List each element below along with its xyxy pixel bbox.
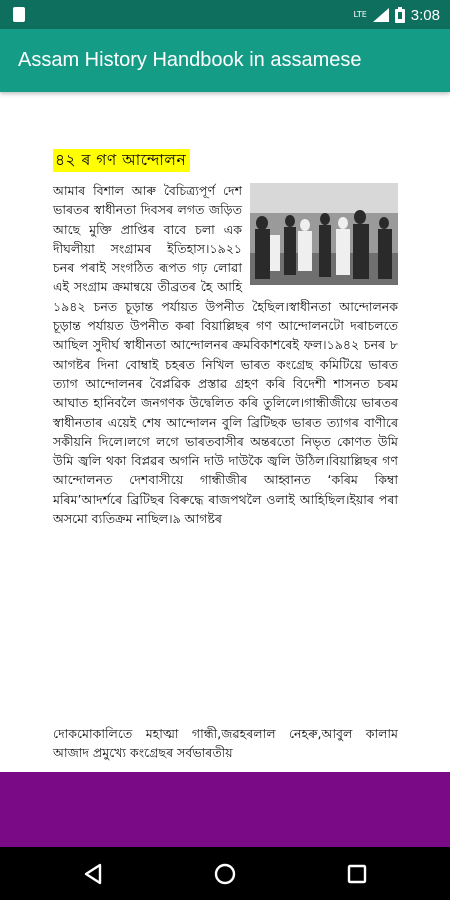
article-paragraph-1 <box>53 181 398 528</box>
recent-apps-button[interactable] <box>343 860 371 888</box>
home-button[interactable] <box>211 860 239 888</box>
bottom-banner[interactable] <box>0 772 450 847</box>
signal-icon <box>373 8 389 22</box>
navigation-bar <box>0 847 450 900</box>
battery-icon <box>395 7 405 23</box>
article-paragraph-1-text: আমাৰ বিশাল আৰু বৈচিত্ৰ্যপূৰ্ণ দেশ ভাৰতৰ স্বাধীনতা দিবসৰ লগত জড়িত আছে মুক্তি প্ৰাপ্তিৰ বাবে চলা এক দীঘলীয়া সংগ্ৰামৰ ইতিহাস।১৯২১ চনৰ পৰাই সংগঠিত ৰূপত গঢ় লোৱা এই সংগ্ৰাম ক্ৰমান্বয়ে তীব্ৰতৰ হৈ আহি ১৯৪২ চনত চূড়ান্ত পৰ্যায়ত উপনীত হৈছিল।স্বাধীনতা আন্দোলনক চূড়ান্ত পৰ্যায়ত উপনীত কৰা বিয়াল্লিছৰ গণ আন্দোলনটো দৰাচলতে আছিল সুদীৰ্ঘ স্বাধীনতা আন্দোলনৰ ক্ৰমবিকাশৰেই ফল।১৯৪২ চনৰ ৮ আগষ্টৰ দিনা বোম্বাই চহৰত নিখিল ভাৰত কংগ্ৰেছ কমিটিয়ে ভাৰত ত্যাগ আন্দোলনৰ বৈপ্লৱিক প্ৰস্তাৱ গ্ৰহণ কৰি বিদেশী শাসনত চৰম আঘাত হানিবলৈ জনগণক উদ্বেলিত কৰি তুলিলে।গান্ধীজীয়ে ভাৰতৰ স্বাধীনতাৰ এয়েই শেষ আন্দোলন বুলি ব্ৰিটিছক ভাৰত ত্যাগৰ বাণীৰে সকীয়নি দিলে।লগে লগে ভাৰতবাসীৰ অন্তৰতো নিভৃত কোণত উমি উমি জ্বলি থকা বিপ্লৱৰ অগনি দাউ দাউকৈ জ্বলি উঠিল।বিয়াল্লিছৰ গণ আন্দোলনত দেশবাসীয়ে গান্ধীজীৰ আহ্বানত ‘কৰিম কিম্বা মৰিম’আদৰ্শৰে ব্ৰিটিছৰ বিৰুদ্ধে ৰাজপথলৈ ওলাই আহিছিল।ইয়াৰ পৰা অসমো ব্যতিক্ৰম নাছিল।৯ আগষ্টৰ <box>53 183 398 527</box>
article-paragraph-2 <box>53 724 398 763</box>
sd-card-icon <box>13 7 25 22</box>
clock: 3:08 <box>410 6 440 24</box>
article-heading: ৪২ ৰ গণ আন্দোলন <box>53 149 190 172</box>
recent-square-icon <box>343 860 371 888</box>
article-paragraph-2-text: দোকমোকালিতে মহাত্মা গান্ধী,জৱহৰলাল নেহৰু,আবুল কালাম আজাদ প্ৰমুখ্যে কংগ্ৰেছৰ সৰ্বভাৰতীয় <box>53 726 398 761</box>
article-photo <box>250 183 398 285</box>
network-type-label: LTE <box>353 10 367 19</box>
app-title: Assam History Handbook in assamese <box>18 49 362 71</box>
status-indicators <box>354 4 441 26</box>
back-button[interactable] <box>80 860 108 888</box>
home-circle-icon <box>211 860 239 888</box>
article-heading-container <box>53 148 190 174</box>
article-content[interactable] <box>0 92 450 772</box>
status-bar <box>0 0 450 29</box>
app-toolbar <box>0 29 450 92</box>
back-triangle-icon <box>80 860 108 888</box>
